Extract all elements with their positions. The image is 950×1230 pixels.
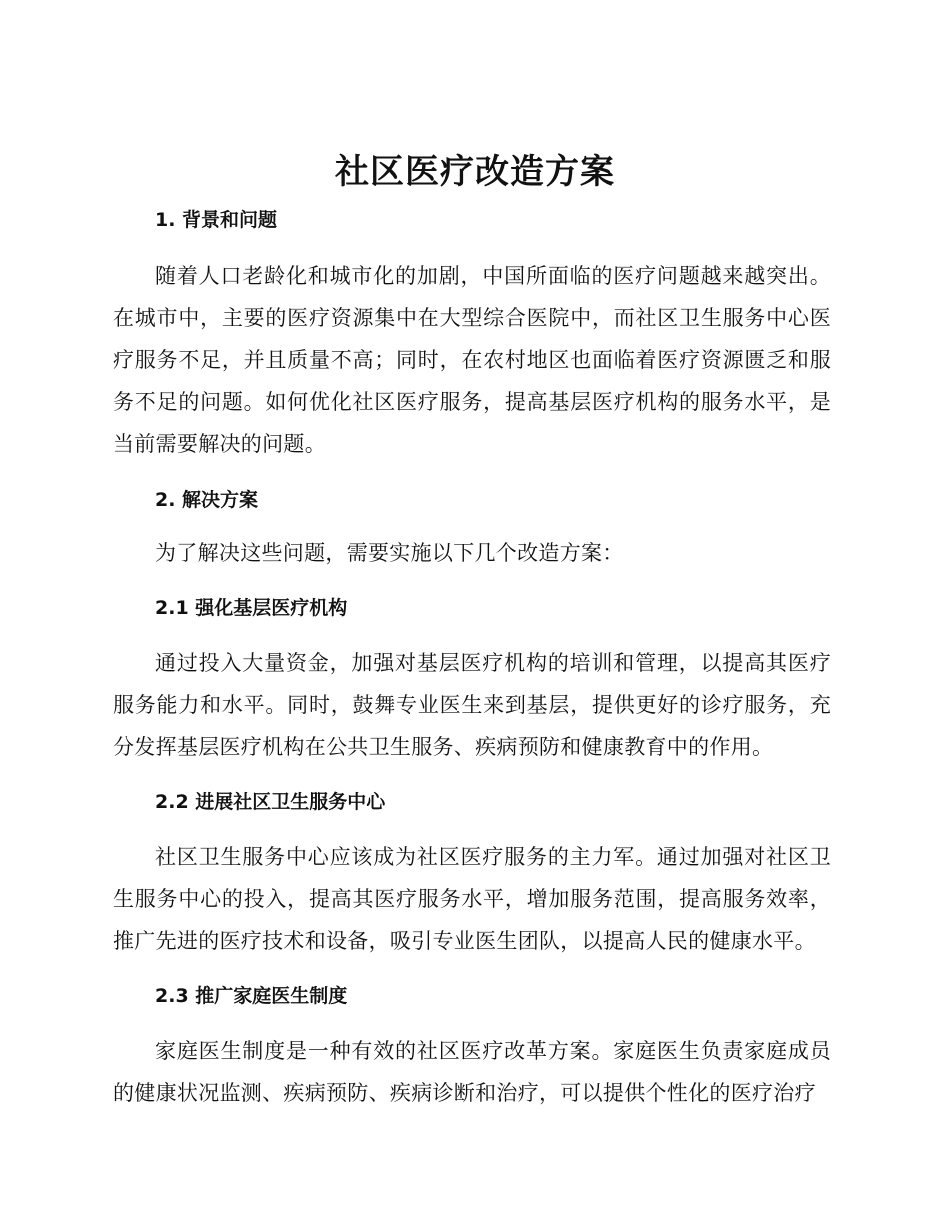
section-heading-community-health-centers: 2.2 进展社区卫生服务中心 — [155, 791, 386, 813]
section-heading-solutions: 2. 解决方案 — [155, 489, 259, 511]
paragraph-solutions-intro: 为了解决这些问题，需要实施以下几个改造方案： — [155, 541, 624, 565]
document-body — [113, 198, 831, 1114]
paragraph-family-doctor: 家庭医生制度是一种有效的社区医疗改革方案。家庭医生负责家庭成员的健康状况监测、疾病预防、疾病诊断和治疗，可以提供个性化的医疗治疗 — [113, 1039, 831, 1105]
document-title: 社区医疗改造方案 — [335, 152, 615, 192]
paragraph-community-health-centers: 社区卫生服务中心应该成为社区医疗服务的主力军。通过加强对社区卫生服务中心的投入，提高其医疗服务水平，增加服务范围，提高服务效率，推广先进的医疗技术和设备，吸引专业医生团队，以提高人民的健康水平。 — [113, 845, 831, 953]
section-heading-family-doctor: 2.3 推广家庭医生制度 — [155, 985, 348, 1007]
section-heading-background: 1. 背景和问题 — [155, 209, 278, 231]
section-heading-strengthen-primary-care: 2.1 强化基层医疗机构 — [155, 597, 348, 619]
paragraph-background: 随着人口老龄化和城市化的加剧，中国所面临的医疗问题越来越突出。在城市中，主要的医疗资源集中在大型综合医院中，而社区卫生服务中心医疗服务不足，并且质量不高；同时，在农村地区也面临着医疗资源匮乏和服务不足的问题。如何优化社区医疗服务，提高基层医疗机构的服务水平，是当前需要解决的问题。 — [113, 264, 831, 456]
paragraph-strengthen-primary-care: 通过投入大量资金，加强对基层医疗机构的培训和管理，以提高其医疗服务能力和水平。同时，鼓舞专业医生来到基层，提供更好的诊疗服务，充分发挥基层医疗机构在公共卫生服务、疾病预防和健康教育中的作用。 — [113, 651, 831, 759]
